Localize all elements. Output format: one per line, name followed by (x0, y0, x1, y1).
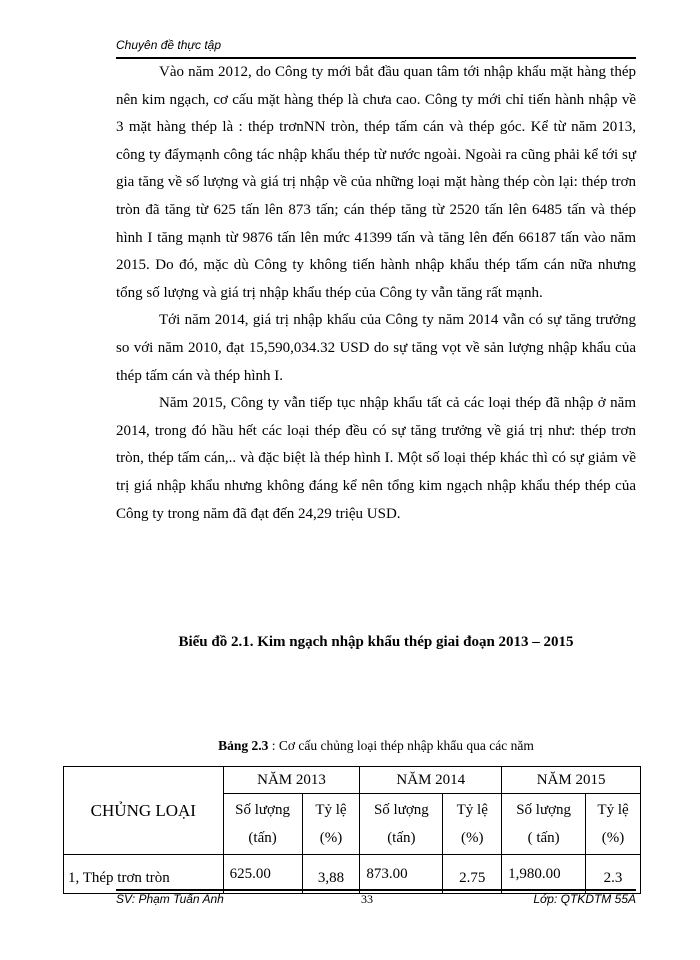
table-caption (116, 738, 636, 754)
header-quantity-unit: (tấn) (248, 830, 277, 846)
header-quantity (502, 794, 586, 855)
header-quantity-unit: (tấn) (387, 830, 416, 846)
footer-author: SV: Phạm Tuấn Anh (116, 892, 224, 906)
row-label: 1, Thép trơn tròn (64, 855, 224, 894)
page-footer (116, 892, 636, 908)
page-number: 33 (361, 892, 373, 906)
cell-quantity-2013: 625.00 (223, 855, 302, 894)
header-quantity-label: Số lượng (516, 802, 572, 818)
header-rate-unit: (%) (601, 830, 625, 846)
header-quantity-label: Số lượng (373, 802, 429, 818)
running-header: Chuyên đề thực tập (116, 38, 222, 52)
header-year-2015: NĂM 2015 (502, 767, 641, 794)
header-rate-unit: (%) (460, 830, 484, 846)
steel-import-table (63, 766, 641, 894)
header-quantity (223, 794, 302, 855)
header-quantity-label: Số lượng (235, 802, 290, 818)
header-quantity-unit: ( tấn) (527, 830, 560, 846)
figure-caption: Biểu đồ 2.1. Kim ngạch nhập khẩu thép giai đoạn 2013 – 2015 (178, 634, 574, 650)
cell-rate-2015: 2.3 (586, 855, 641, 894)
body-text (116, 59, 636, 528)
cell-rate-2013: 3,88 (302, 855, 360, 894)
footer-rule (116, 889, 636, 891)
header-rate (302, 794, 360, 855)
header-rate-label: Tỷ lệ (456, 802, 488, 818)
header-rate (443, 794, 502, 855)
table-caption-text: : Cơ cấu chủng loại thép nhập khẩu qua các năm (268, 738, 534, 753)
header-rate (586, 794, 641, 855)
paragraph: Tới năm 2014, giá trị nhập khẩu của Công ty năm 2014 vẫn có sự tăng trưởng so với năm 2010, đạt 15,590,034.32 USD do sự tăng vọt về sản lượng nhập khẩu của thép tấm cán và thép hình I. (116, 312, 636, 384)
table-row (64, 855, 641, 894)
paragraph: Năm 2015, Công ty vẫn tiếp tục nhập khẩu tất cả các loại thép đã nhập ở năm 2014, trong đó hầu hết các loại thép đều có sự tăng trưởng về giá trị như: thép trơn tròn, thép tấm cán,.. và đặc biệt là thép hình I. Một số loại thép khác thì có sự giảm về trị giá nhập khẩu nhưng không đáng kể nên tổng kim ngạch nhập khẩu thép thép của Công ty trong năm đã đạt đến 24,29 triệu USD. (116, 395, 636, 522)
paragraph: Vào năm 2012, do Công ty mới bắt đầu quan tâm tới nhập khẩu mặt hàng thép nên kim ngạch, cơ cấu mặt hàng thép là chưa cao. Công ty mới chỉ tiến hành nhập về 3 mặt hàng thép là : thép trơnNN tròn, thép tấm cán và thép góc. Kể từ năm 2013, công ty đẩymạnh công tác nhập khẩu thép từ nước ngoài. Ngoài ra cũng phải kể tới sự gia tăng về số lượng và giá trị nhập về của những loại mặt hàng thép còn lại: thép trơn tròn đã tăng từ 625 tấn lên 873 tấn; cán thép tăng từ 2520 tấn lên 6485 tấn và thép hình I tăng mạnh từ 9876 tấn lên mức 41399 tấn và tăng lên đến 66187 tấn vào năm 2015. Do đó, mặc dù Công ty không tiến hành nhập khẩu thép tấm cán nữa nhưng tổng số lượng và giá trị nhập khẩu thép của Công ty vẫn tăng rất mạnh. (116, 64, 636, 301)
cell-quantity-2015: 1,980.00 (502, 855, 586, 894)
header-rate-label: Tỷ lệ (315, 802, 347, 818)
cell-quantity-2014: 873.00 (360, 855, 443, 894)
header-rate-label: Tỷ lệ (597, 802, 629, 818)
header-quantity (360, 794, 443, 855)
table-caption-label: Bảng 2.3 (218, 738, 269, 753)
header-rate-unit: (%) (319, 830, 343, 846)
footer-class: Lớp: QTKDTM 55A (533, 892, 636, 906)
cell-rate-2014: 2.75 (443, 855, 502, 894)
header-year-2013: NĂM 2013 (223, 767, 360, 794)
header-year-2014: NĂM 2014 (360, 767, 502, 794)
header-product-type: CHỦNG LOẠI (64, 767, 224, 855)
